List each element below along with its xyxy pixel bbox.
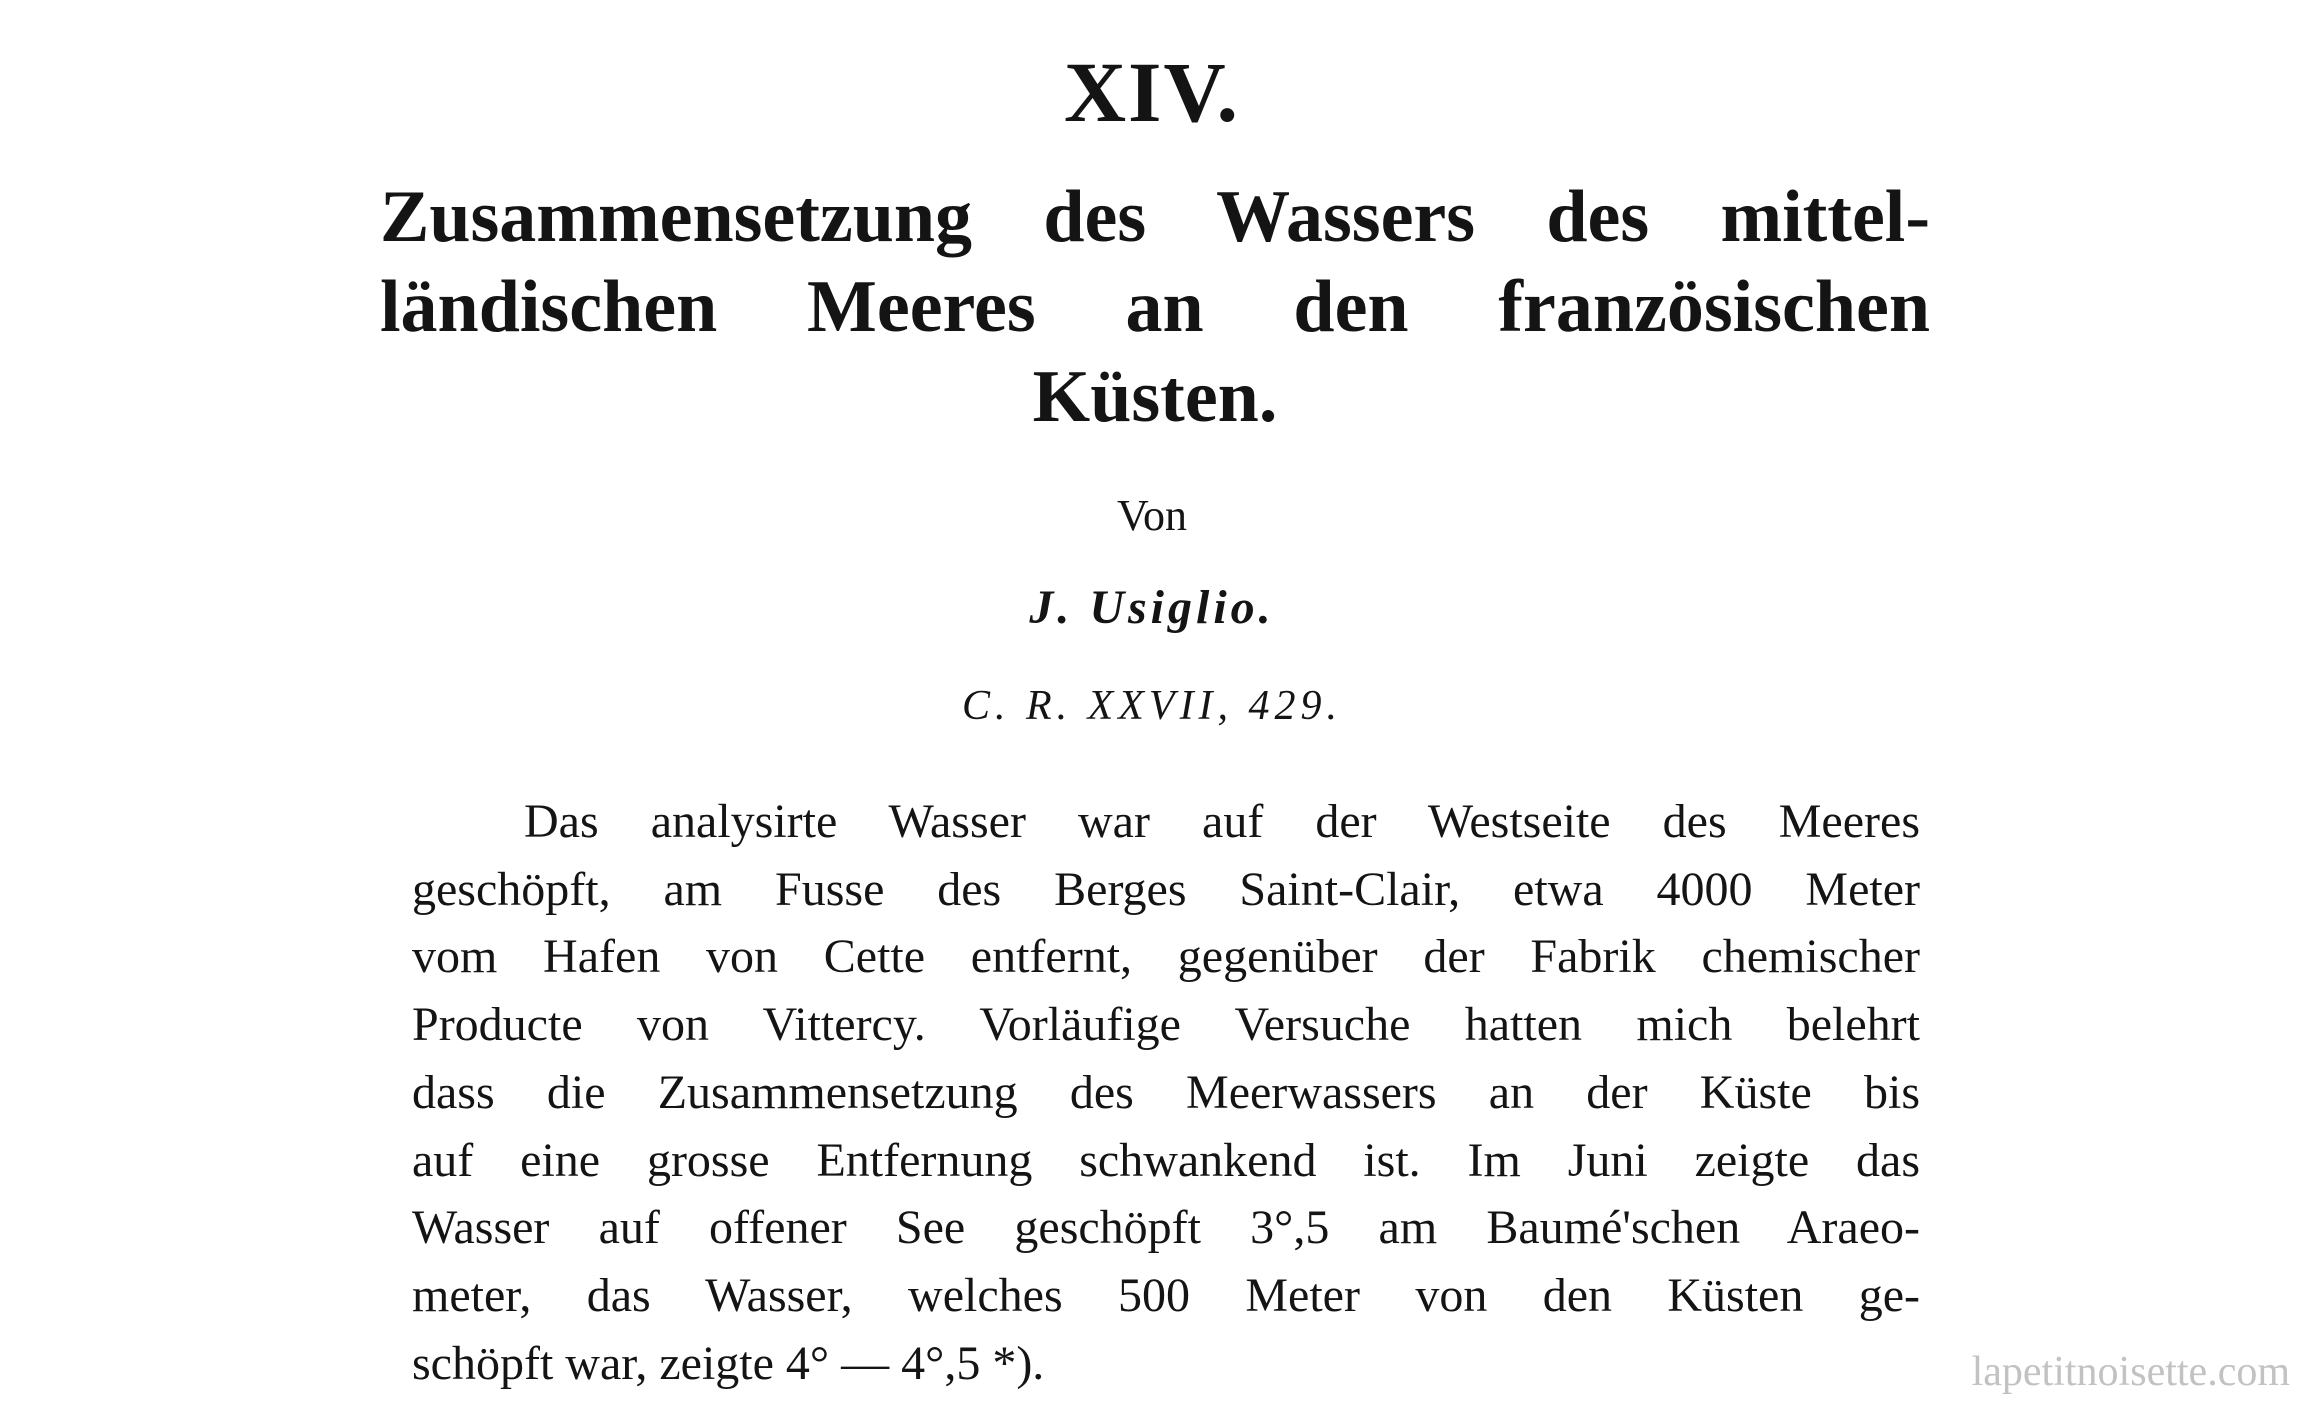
body-line-5: dass die Zusammensetzung des Meerwassers an der Küste bis [412, 1065, 1920, 1119]
citation-reference: C. R. XXVII, 429. [961, 683, 1343, 729]
title-line-3: Küsten. [1032, 356, 1278, 438]
body-line-1: Das analysirte Wasser war auf der Westseite des Meeres [524, 795, 1920, 848]
body-line-8: meter, das Wasser, welches 500 Meter von den Küsten ge- [412, 1268, 1920, 1322]
title-line-2: ländischen Meeres an den französischen [380, 266, 1930, 348]
body-line-7: Wasser auf offener See geschöpft 3°,5 am Baumé'schen Araeo- [412, 1201, 1920, 1255]
author-name: J. Usiglio. [1029, 581, 1275, 634]
body-line-4: Producte von Vittercy. Vorläufige Versuche hatten mich belehrt [412, 998, 1920, 1052]
watermark: lapetitnoisette.com [1971, 1349, 2290, 1395]
chapter-number: XIV. [1063, 44, 1241, 140]
body-paragraph [412, 788, 1920, 1397]
article-title [380, 172, 1930, 442]
byline-prefix: Von [1116, 491, 1188, 540]
body-line-6: auf eine grosse Entfernung schwankend ist. Im Juni zeigte das [412, 1133, 1920, 1187]
body-line-9: schöpft war, zeigte 4° — 4°,5 *). [412, 1336, 1045, 1390]
body-line-3: vom Hafen von Cette entfernt, gegenüber der Fabrik chemischer [412, 930, 1920, 984]
body-line-2: geschöpft, am Fusse des Berges Saint-Clair, etwa 4000 Meter [412, 862, 1920, 916]
title-line-1: Zusammensetzung des Wassers des mittel- [380, 176, 1930, 258]
